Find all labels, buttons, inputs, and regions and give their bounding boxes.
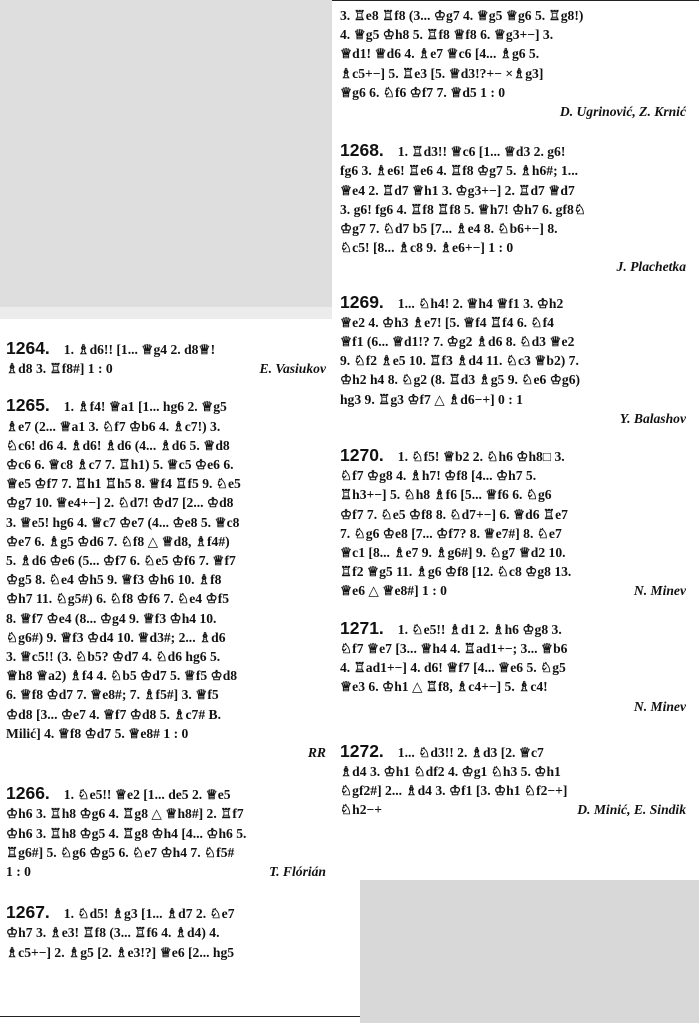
- scan-margin-bottom-right: [360, 880, 699, 1023]
- author: RR: [307, 745, 326, 761]
- text-line: ♔h6 3. ♖h8 ♔g6 4. ♖g8 △ ♕h8#] 2. ♖f7: [6, 806, 244, 822]
- right-column: [340, 6, 686, 820]
- author: J. Plachetka: [616, 259, 686, 275]
- author: E. Vasiukov: [259, 361, 326, 377]
- text-line: ♔c6 6. ♕c8 ♗c7 7. ♖h1) 5. ♕c5 ♔e6 6.: [6, 457, 234, 473]
- text-line: 1. ♘d5! ♗g3 [1... ♗d7 2. ♘e7: [63, 906, 235, 922]
- text-line: 3. g6! fg6 4. ♖f8 ♖f8 5. ♕h7! ♔h7 6. gf8♘: [340, 201, 586, 217]
- text-line: ♔d8 [3... ♔e7 4. ♕f7 ♔d8 5. ♗c7# B.: [6, 706, 221, 722]
- author: N. Minev: [633, 583, 686, 599]
- scan-margin-mid-left: [0, 307, 332, 319]
- problem-number: 1270.: [340, 446, 384, 466]
- text-line: Milić] 4. ♕f8 ♔d7 5. ♕e8# 1 : 0: [6, 725, 189, 741]
- problem-1267: [6, 903, 326, 962]
- text-line: ♘c5! [8... ♗c8 9. ♗e6+−] 1 : 0: [340, 240, 514, 256]
- text-line: ♘c6! d6 4. ♗d6! ♗d6 (4... ♗d6 5. ♕d8: [6, 437, 230, 453]
- text-line: ♖g6#] 5. ♘g6 ♔g5 6. ♘e7 ♔h4 7. ♘f5#: [6, 844, 235, 860]
- bottom-rule: [0, 1016, 360, 1017]
- text-line: ♕e2 4. ♔h3 ♗e7! [5. ♕f4 ♖f4 6. ♘f4: [340, 314, 554, 330]
- scan-margin-top-left: [0, 0, 332, 307]
- text-line: 3. ♕e5! hg6 4. ♕c7 ♔e7 (4... ♔e8 5. ♕c8: [6, 514, 240, 530]
- text-line: ♕f1 (6... ♕d1!? 7. ♔g2 ♗d6 8. ♘d3 ♕e2: [340, 334, 575, 350]
- text-line: ♔g7 10. ♕e4+−] 2. ♘d7! ♔d7 [2... ♔d8: [6, 495, 234, 511]
- text-line: 9. ♘f2 ♗e5 10. ♖f3 ♗d4 11. ♘c3 ♕b2) 7.: [340, 353, 579, 369]
- text-line: ♕g6 6. ♘f6 ♔f7 7. ♕d5 1 : 0: [340, 84, 506, 100]
- text-line: 4. ♖ad1+−] 4. d6! ♕f7 [4... ♕e6 5. ♘g5: [340, 660, 566, 676]
- left-column: [6, 339, 326, 962]
- text-line: 1. ♘e5!! ♗d1 2. ♗h6 ♔g8 3.: [397, 621, 562, 637]
- problem-1269: [340, 293, 686, 428]
- text-line: ♕d1! ♕d6 4. ♗e7 ♕c6 [4... ♗g6 5.: [340, 46, 540, 62]
- problem-1265: [6, 396, 326, 762]
- text-line: 5. ♗d6 ♔e6 (5... ♔f7 6. ♘e5 ♔f6 7. ♕f7: [6, 553, 236, 569]
- text-line: 1... ♘h4! 2. ♕h4 ♕f1 3. ♔h2: [397, 295, 564, 311]
- text-line: ♗e7 (2... ♕a1 3. ♘f7 ♔b6 4. ♗c7!) 3.: [6, 418, 221, 434]
- text-line: 1. ♖d3!! ♕c6 [1... ♕d3 2. g6!: [397, 144, 566, 160]
- problem-number: 1264.: [6, 339, 50, 358]
- author: N. Minev: [633, 698, 686, 714]
- text-line: 3. ♖e8 ♖f8 (3... ♔g7 4. ♕g5 ♕g6 5. ♖g8!): [340, 8, 584, 23]
- problem-1268: [340, 141, 686, 276]
- text-line: ♗c5+−] 2. ♗g5 [2. ♗e3!?] ♕e6 [2... hg5: [6, 944, 235, 960]
- problem-1267-continued: [340, 6, 686, 121]
- text-line: ♕h8 ♕a2) ♗f4 4. ♘b5 ♔d7 5. ♕f5 ♔d8: [6, 668, 238, 684]
- text-line: 1. ♗f4! ♕a1 [1... hg6 2. ♕g5: [63, 399, 227, 415]
- text-line: ♕e4 2. ♖d7 ♕h1 3. ♔g3+−] 2. ♖d7 ♕d7: [340, 182, 575, 198]
- author: T. Flórián: [269, 864, 326, 880]
- text-line: 7. ♘g6 ♔e8 [7... ♔f7? 8. ♕e7#] 8. ♘e7: [340, 525, 562, 541]
- text-line: ♔g7 7. ♘d7 b5 [7... ♗e4 8. ♘b6+−] 8.: [340, 221, 558, 237]
- text-line: ♘gf2#] 2... ♗d4 3. ♔f1 [3. ♔h1 ♘f2−+]: [340, 783, 568, 799]
- text-line: 1... ♘d3!! 2. ♗d3 [2. ♕c7: [397, 744, 544, 760]
- problem-number: 1268.: [340, 141, 384, 161]
- problem-number: 1265.: [6, 396, 50, 416]
- text-line: hg3 9. ♖g3 ♔f7 △ ♗d6−+] 0 : 1: [340, 391, 523, 407]
- text-line: 6. ♕f8 ♔d7 7. ♕e8#; 7. ♗f5#] 3. ♕f5: [6, 687, 219, 703]
- text-line: 1. ♘f5! ♕b2 2. ♘h6 ♔h8□ 3.: [397, 449, 565, 465]
- problem-number: 1272.: [340, 741, 384, 761]
- text-line: ♖h3+−] 5. ♘h8 ♗f6 [5... ♕f6 6. ♘g6: [340, 487, 552, 503]
- text-line: ♕e6 △ ♕e8#] 1 : 0: [340, 583, 447, 599]
- problem-number: 1266.: [6, 784, 50, 804]
- text-line: ♕c1 [8... ♗e7 9. ♗g6#] 9. ♘g7 ♕d2 10.: [340, 545, 566, 561]
- author: D. Minić, E. Sindik: [577, 802, 686, 818]
- text-line: ♔e7 6. ♗g5 ♔d6 7. ♘f8 △ ♕d8, ♗f4#): [6, 533, 230, 549]
- problem-1271: [340, 619, 686, 716]
- author: D. Ugrinović, Z. Krnić: [559, 104, 686, 120]
- problem-number: 1271.: [340, 618, 384, 638]
- text-line: fg6 3. ♗e6! ♖e6 4. ♖f8 ♔g7 5. ♗h6#; 1...: [340, 163, 579, 179]
- text-line: ♔h2 h4 8. ♘g2 (8. ♖d3 ♗g5 9. ♘e6 ♔g6): [340, 372, 581, 388]
- result: 1 : 0: [6, 864, 31, 880]
- text-line: ♖f2 ♕g5 11. ♗g6 ♔f8 [12. ♘c8 ♔g8 13.: [340, 564, 572, 580]
- author: Y. Balashov: [619, 410, 686, 426]
- problem-1266: [6, 784, 326, 881]
- text-line: 8. ♕f7 ♔e4 (8... ♔g4 9. ♕f3 ♔h4 10.: [6, 610, 217, 626]
- text-line: ♔h7 3. ♗e3! ♖f8 (3... ♖f6 4. ♗d4) 4.: [6, 925, 220, 941]
- text-line: 1. ♗d6!! [1... ♕g4 2. d8♕!: [63, 342, 216, 357]
- text-line: 1. ♘e5!! ♕e2 [1... de5 2. ♕e5: [63, 787, 231, 803]
- problem-1270: [340, 446, 686, 601]
- text-line: ♔h7 11. ♘g5#) 6. ♘f8 ♔f6 7. ♘e4 ♔f5: [6, 591, 230, 607]
- text-line: ♗d8 3. ♖f8#] 1 : 0: [6, 361, 113, 377]
- text-line: ♕e3 6. ♔h1 △ ♖f8, ♗c4+−] 5. ♗c4!: [340, 679, 548, 695]
- text-line: ♕e5 ♔f7 7. ♖h1 ♖h5 8. ♕f4 ♖f5 9. ♘e5: [6, 476, 241, 492]
- problem-1272: [340, 742, 686, 820]
- text-line: ♔h6 3. ♖h8 ♔g5 4. ♖g8 ♔h4 [4... ♔h6 5.: [6, 825, 247, 841]
- text-line: ♘f7 ♕e7 [3... ♕h4 4. ♖ad1+−; 3... ♕b6: [340, 640, 568, 656]
- text-line: ♗c5+−] 5. ♖e3 [5. ♕d3!?+− ×♗g3]: [340, 65, 544, 81]
- text-line: ♔f7 7. ♘e5 ♔f8 8. ♘d7+−] 6. ♕d6 ♖e7: [340, 506, 568, 522]
- text-line: ♘g6#) 9. ♕f3 ♔d4 10. ♕d3#; 2... ♗d6: [6, 629, 226, 645]
- top-rule: [332, 0, 699, 1]
- text-line: ♗d4 3. ♔h1 ♘df2 4. ♔g1 ♘h3 5. ♔h1: [340, 763, 561, 779]
- problem-number: 1267.: [6, 903, 50, 923]
- problem-1264: [6, 339, 326, 378]
- text-line: ♘f7 ♔g8 4. ♗h7! ♔f8 [4... ♔h7 5.: [340, 468, 537, 484]
- text-line: ♔g5 8. ♘e4 ♔h5 9. ♕f3 ♔h6 10. ♗f8: [6, 572, 222, 588]
- problem-number: 1269.: [340, 292, 384, 312]
- text-line: 4. ♕g5 ♔h8 5. ♖f8 ♕f8 6. ♕g3+−] 3.: [340, 27, 554, 43]
- text-line: ♘h2−+: [340, 802, 383, 818]
- text-line: 3. ♕c5!! (3. ♘b5? ♔d7 4. ♘d6 hg6 5.: [6, 649, 221, 665]
